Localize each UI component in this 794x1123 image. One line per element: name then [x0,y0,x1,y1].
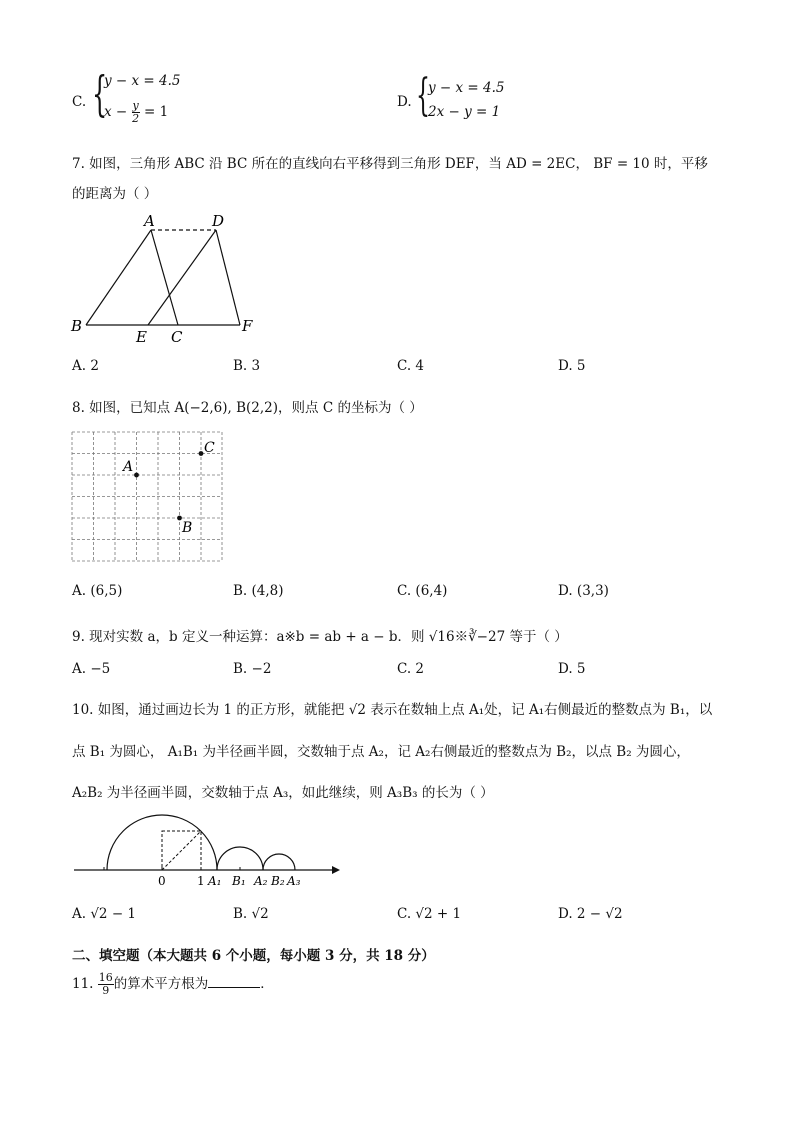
q9-option-d: D. 5 [558,661,586,677]
q10-option-c: C. √2 + 1 [397,906,462,922]
q10-stem-line-2: 点 B₁ 为圆心， A₁B₁ 为半径画半圆，交数轴于点 A₂，记 A₂右侧最近的整数点为 B₂，以点 B₂ 为圆心， [72,744,690,760]
q6-option-c-brace: { [92,66,108,122]
q10-stem-line-3: A₂B₂ 为半径画半圆，交数轴于点 A₃，如此继续，则 A₃B₃ 的长为（ ） [72,785,494,801]
q7-stem-line-2: 的距离为（ ） [72,186,158,202]
q6-option-d-brace: { [416,70,430,121]
q6-option-d-equation-2: 2x − y = 1 [428,104,501,120]
q8-option-d: D. (3,3) [558,583,609,599]
q7-stem-line-1: 7. 如图，三角形 ABC 沿 BC 所在的直线向右平移得到三角形 DEF，当 AD = 2EC， BF = 10 时，平移 [72,156,708,172]
q10-option-b: B. √2 [233,906,269,922]
q8-option-c: C. (6,4) [397,583,448,599]
q6-option-c-equation-1: y − x = 4.5 [104,73,181,89]
q7-option-b: B. 3 [233,358,261,374]
q8-label-c: C [204,440,215,456]
q7-label-d: D [212,212,225,230]
q10-axis-label-0: 0 [158,874,166,888]
q7-label-a: A [144,212,155,230]
q8-label-a: A [123,459,134,475]
q10-option-d: D. 2 − √2 [558,906,623,922]
q7-option-d: D. 5 [558,358,586,374]
q8-option-a: A. (6,5) [72,583,123,599]
q7-label-c: C [171,328,183,346]
q10-axis-label-a1: A₁ [208,874,222,888]
q9-option-c: C. 2 [397,661,425,677]
q10-number-line-figure [70,812,345,892]
q8-grid-figure [70,430,230,565]
q7-label-f: F [242,317,253,335]
q10-axis-label-1: 1 [197,874,205,888]
q6-option-d-label: D. [397,94,412,110]
section-2-title: 二、填空题（本大题共 6 个小题，每小题 3 分，共 18 分） [72,948,435,964]
q10-stem-line-1: 10. 如图，通过画边长为 1 的正方形，就能把 √2 表示在数轴上点 A₁处，记 A₁右侧最近的整数点为 B₁，以 [72,702,713,718]
q10-axis-label-b1: B₁ [232,874,246,888]
q10-axis-label-a3: A₃ [287,874,301,888]
q7-option-a: A. 2 [72,358,99,374]
q9-option-a: A. −5 [72,661,111,677]
q6-option-c-label: C. [72,94,87,110]
q6-option-c-equation-2: x − $\frac{y}{2}$ = 1 [104,99,169,125]
q8-option-b: B. (4,8) [233,583,284,599]
q10-axis-label-b2: B₂ [271,874,285,888]
q7-label-e: E [136,328,147,346]
q9-option-b: B. −2 [233,661,272,677]
q7-figure [68,210,268,350]
q9-stem: 9. 现对实数 a，b 定义一种运算：a※b = ab + a − b．则 √16※∛−27 等于（ ） [72,629,568,645]
q11-stem: 11. $\frac{16}{9}$ 的算术平方根为 ． [72,971,274,997]
q6-option-d-equation-1: y − x = 4.5 [428,80,505,96]
q11-answer-blank[interactable] [208,975,260,988]
q7-option-c: C. 4 [397,358,425,374]
q8-stem: 8. 如图，已知点 A(−2,6), B(2,2)，则点 C 的坐标为（ ） [72,400,423,416]
q7-label-b: B [71,317,83,335]
q10-option-a: A. √2 − 1 [72,906,137,922]
q8-label-b: B [182,520,193,536]
q10-axis-label-a2: A₂ [254,874,268,888]
